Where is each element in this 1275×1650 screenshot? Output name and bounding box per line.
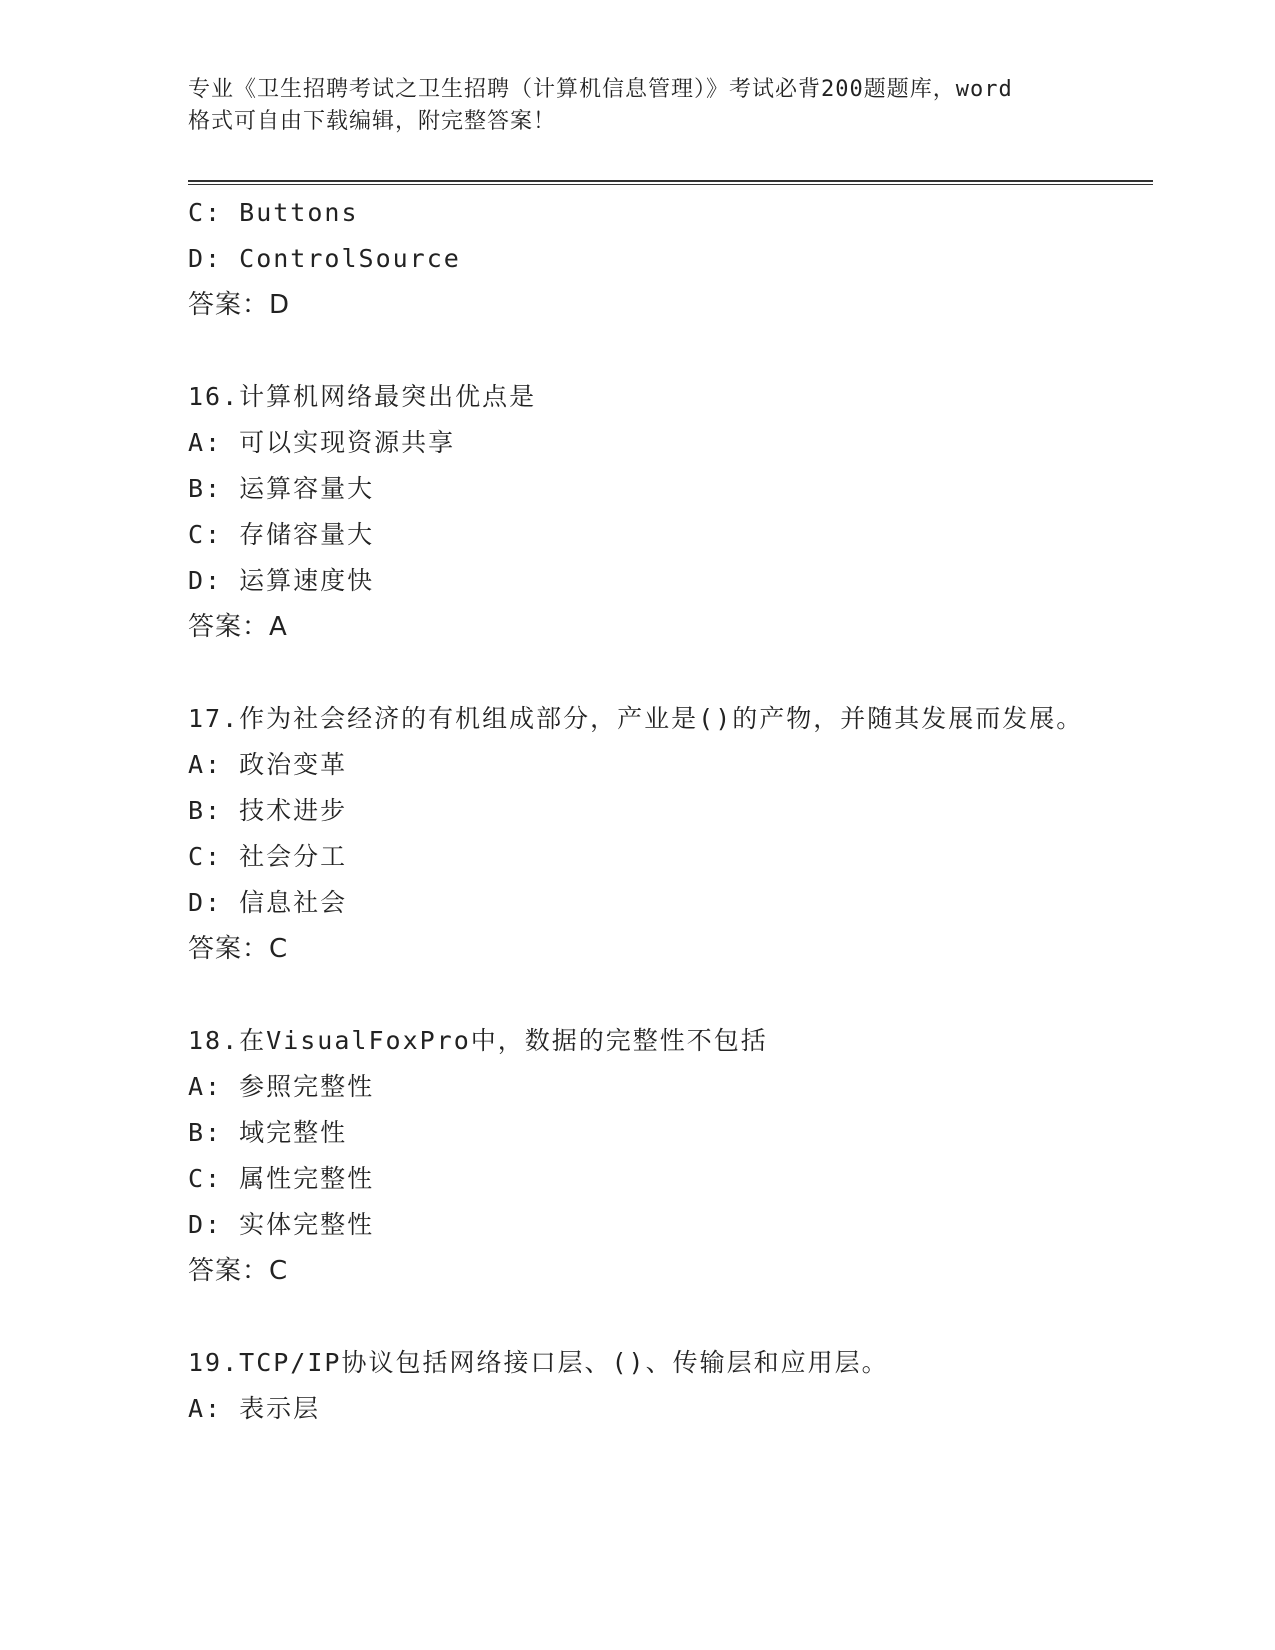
answer-line: 答案：D — [188, 290, 291, 320]
option-b: B: 技术进步 — [188, 796, 348, 825]
header-rule-thick — [188, 180, 1153, 182]
option-b: B: 运算容量大 — [188, 474, 375, 503]
question-16 — [188, 374, 1088, 650]
option-d: D: ControlSource — [188, 244, 461, 273]
question-18 — [188, 1018, 1088, 1294]
option-d: D: 实体完整性 — [188, 1210, 375, 1239]
answer-line: 答案：A — [188, 612, 288, 642]
option-a: A: 参照完整性 — [188, 1072, 375, 1101]
option-c: C: Buttons — [188, 198, 359, 227]
option-d: D: 信息社会 — [188, 888, 348, 917]
question-text: 16.计算机网络最突出优点是 — [188, 382, 537, 411]
answer-line: 答案：C — [188, 934, 289, 964]
question-text: 19.TCP/IP协议包括网络接口层、()、传输层和应用层。 — [188, 1348, 889, 1377]
header-line-2: 格式可自由下载编辑，附完整答案！ — [188, 109, 557, 134]
header-line-1: 专业《卫生招聘考试之卫生招聘（计算机信息管理）》考试必背200题题库，word — [188, 77, 1013, 102]
option-c: C: 社会分工 — [188, 842, 348, 871]
question-17 — [188, 696, 1088, 972]
answer-line: 答案：C — [188, 1256, 289, 1286]
option-c: C: 存储容量大 — [188, 520, 375, 549]
question-19 — [188, 1340, 1088, 1432]
option-b: B: 域完整性 — [188, 1118, 348, 1147]
option-d: D: 运算速度快 — [188, 566, 375, 595]
option-a: A: 政治变革 — [188, 750, 348, 779]
partial-question — [188, 190, 1088, 328]
question-content — [188, 190, 1088, 1432]
question-text: 18.在VisualFoxPro中，数据的完整性不包括 — [188, 1026, 768, 1055]
option-c: C: 属性完整性 — [188, 1164, 375, 1193]
option-a: A: 表示层 — [188, 1394, 321, 1423]
question-text: 17.作为社会经济的有机组成部分，产业是()的产物，并随其发展而发展。 — [188, 704, 1084, 733]
option-a: A: 可以实现资源共享 — [188, 428, 456, 457]
header-rule-thin — [188, 184, 1153, 185]
document-header — [188, 74, 1088, 138]
